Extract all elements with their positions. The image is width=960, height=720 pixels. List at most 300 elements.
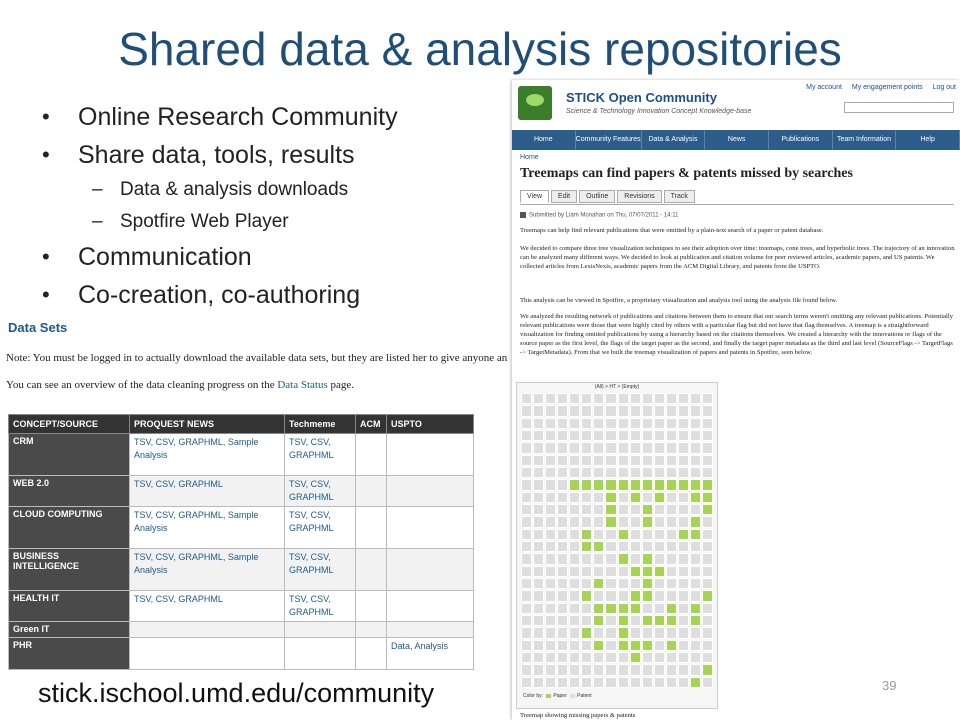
proquest-links [130, 622, 285, 638]
column-header: PROQUEST NEWS [130, 415, 285, 434]
treemap-cell [654, 627, 665, 638]
treemap-cell [533, 578, 544, 589]
treemap-cell [581, 615, 592, 626]
treemap-cell [557, 467, 568, 478]
treemap-cell [569, 553, 580, 564]
treemap-cell [642, 578, 653, 589]
treemap-cell [557, 442, 568, 453]
data-status-link[interactable]: Data Status [277, 379, 328, 391]
treemap-cell [593, 566, 604, 577]
nav-team-information[interactable]: Team Information [833, 130, 897, 150]
treemap-cell [593, 541, 604, 552]
treemap-cell [581, 418, 592, 429]
treemap-cell [702, 590, 713, 601]
treemap-cell [666, 578, 677, 589]
treemap-cell [618, 566, 629, 577]
acm-links [356, 638, 387, 670]
treemap-cell [545, 418, 556, 429]
treemap-cell [690, 430, 701, 441]
table-row [9, 507, 474, 549]
treemap-cell [642, 590, 653, 601]
treemap-cell [642, 504, 653, 515]
treemap-cell [605, 529, 616, 540]
treemap-cell [593, 442, 604, 453]
treemap-cell [545, 640, 556, 651]
treemap-cell [533, 566, 544, 577]
treemap-cell [654, 455, 665, 466]
treemap-cell [569, 677, 580, 688]
treemap-cell [618, 455, 629, 466]
treemap-cell [654, 578, 665, 589]
log-out-link[interactable]: Log out [932, 84, 956, 91]
treemap-cell [593, 504, 604, 515]
treemap-cell [642, 442, 653, 453]
my-account-link[interactable]: My account [806, 84, 842, 91]
treemap-cell [581, 566, 592, 577]
treemap-cell [533, 504, 544, 515]
treemap-cell [666, 603, 677, 614]
treemap-cell [666, 590, 677, 601]
treemap-cell [605, 578, 616, 589]
treemap-cell [618, 492, 629, 503]
paragraph: Treemaps can help find relevant publications that were omitted by a plain-text search of a paper or patent database. [520, 227, 824, 234]
treemap-cell [654, 442, 665, 453]
treemap-cell [618, 479, 629, 490]
column-header: CONCEPT/SOURCE [9, 415, 130, 434]
treemap-cell [533, 664, 544, 675]
treemap-cell [642, 677, 653, 688]
treemap-cell [521, 541, 532, 552]
treemap-cell [557, 430, 568, 441]
bullet-text: Data & analysis downloads [120, 179, 349, 200]
table-row [9, 638, 474, 670]
treemap-cell [545, 615, 556, 626]
treemap-cell [630, 442, 641, 453]
treemap-cell [702, 566, 713, 577]
treemap-cell [702, 652, 713, 663]
treemap-cell [545, 553, 556, 564]
proquest-links[interactable]: TSV, CSV, GRAPHML, Sample Analysis [130, 549, 285, 591]
techmeme-links[interactable]: TSV, CSV, GRAPHML [285, 591, 356, 622]
treemap-cell [581, 541, 592, 552]
row-concept: WEB 2.0 [9, 476, 130, 507]
treemap-cell [581, 578, 592, 589]
treemap-cell [678, 566, 689, 577]
techmeme-links[interactable]: TSV, CSV, GRAPHML [285, 507, 356, 549]
uspto-links[interactable]: Data, Analysis [387, 638, 474, 670]
treemap-cell [642, 652, 653, 663]
treemap-cell [569, 442, 580, 453]
engagement-points-link[interactable]: My engagement points [851, 84, 923, 91]
treemap-cell [545, 479, 556, 490]
treemap-cell [702, 516, 713, 527]
treemap-visualization[interactable] [516, 382, 718, 709]
treemap-cell [521, 603, 532, 614]
treemap-cell [521, 566, 532, 577]
treemap-cell [654, 677, 665, 688]
treemap-cell [581, 442, 592, 453]
treemap-cell [654, 603, 665, 614]
tab-edit[interactable]: Edit [551, 190, 577, 203]
treemap-cell [690, 627, 701, 638]
treemap-cell [545, 578, 556, 589]
column-header: ACM [356, 415, 387, 434]
acm-links [356, 549, 387, 591]
treemap-cell [630, 455, 641, 466]
row-concept: CRM [9, 434, 130, 476]
breadcrumb[interactable]: Home [520, 154, 539, 161]
treemap-cell [521, 405, 532, 416]
tab-revisions[interactable]: Revisions [617, 190, 661, 203]
treemap-cell [630, 541, 641, 552]
search-input[interactable] [844, 102, 954, 113]
treemap-cell [593, 553, 604, 564]
tab-view[interactable]: View [520, 190, 549, 203]
treemap-cell [642, 553, 653, 564]
treemap-cell [702, 603, 713, 614]
tab-outline[interactable]: Outline [579, 190, 615, 203]
treemap-cell [545, 467, 556, 478]
treemap-cell [533, 590, 544, 601]
treemap-cell [666, 541, 677, 552]
treemap-cell [630, 615, 641, 626]
treemap-cell [593, 603, 604, 614]
treemap-cell [593, 627, 604, 638]
treemap-breadcrumb: (All) > HT > (Empty) [594, 384, 640, 390]
treemap-cell [666, 516, 677, 527]
treemap-cell [690, 442, 701, 453]
treemap-cell [569, 430, 580, 441]
stick-screenshot [512, 80, 960, 720]
treemap-cell [690, 677, 701, 688]
paper-swatch-icon [546, 694, 551, 698]
nav-news[interactable]: News [705, 130, 769, 150]
treemap-cell [702, 418, 713, 429]
treemap-cell [630, 529, 641, 540]
treemap-cell [593, 492, 604, 503]
proquest-links[interactable]: TSV, CSV, GRAPHML, Sample Analysis [130, 507, 285, 549]
treemap-cell [581, 467, 592, 478]
treemap-cell [533, 442, 544, 453]
treemap-cell [690, 529, 701, 540]
treemap-cell [545, 566, 556, 577]
nav-community-features[interactable]: Community Features [576, 130, 642, 150]
uspto-links [387, 434, 474, 476]
submitted-info [520, 212, 678, 219]
treemap-cell [630, 578, 641, 589]
treemap-cell [545, 516, 556, 527]
treemap-cell [642, 516, 653, 527]
bullet-text: Spotfire Web Player [120, 211, 289, 232]
user-icon [520, 212, 526, 218]
treemap-cell [678, 455, 689, 466]
nav-help[interactable]: Help [896, 130, 960, 150]
treemap-cell [569, 640, 580, 651]
treemap-cell [533, 677, 544, 688]
treemap-cell [630, 418, 641, 429]
treemap-cell [521, 553, 532, 564]
datasets-screenshot [0, 310, 512, 680]
treemap-cell [581, 430, 592, 441]
treemap-cell [605, 677, 616, 688]
treemap-cell [569, 529, 580, 540]
page-tabs [520, 190, 697, 203]
treemap-cell [618, 393, 629, 404]
uspto-links [387, 622, 474, 638]
divider [520, 204, 954, 205]
table-row [9, 434, 474, 476]
row-concept: CLOUD COMPUTING [9, 507, 130, 549]
treemap-cell [605, 590, 616, 601]
treemap-cell [690, 516, 701, 527]
site-header [512, 80, 960, 128]
treemap-cell [690, 541, 701, 552]
treemap-cell [690, 467, 701, 478]
treemap-cell [666, 553, 677, 564]
treemap-cell [654, 590, 665, 601]
treemap-cell [642, 393, 653, 404]
treemap-cell [618, 677, 629, 688]
treemap-cell [533, 492, 544, 503]
treemap-cell [569, 492, 580, 503]
treemap-cell [702, 664, 713, 675]
treemap-cell [533, 405, 544, 416]
treemap-cell [630, 405, 641, 416]
treemap-cell [702, 640, 713, 651]
site-name[interactable]: STICK Open Community [566, 90, 717, 105]
treemap-cell [581, 479, 592, 490]
treemap-cell [702, 627, 713, 638]
treemap-cell [618, 541, 629, 552]
treemap-cell [666, 492, 677, 503]
dash-icon: – [92, 179, 103, 200]
treemap-cell [593, 430, 604, 441]
treemap-cell [666, 664, 677, 675]
treemap-cell [521, 492, 532, 503]
patent-swatch-icon [570, 694, 575, 698]
treemap-cell [678, 603, 689, 614]
treemap-cell [678, 590, 689, 601]
treemap-cell [581, 590, 592, 601]
treemap-cell [557, 603, 568, 614]
treemap-cell [545, 677, 556, 688]
treemap-cell [545, 627, 556, 638]
treemap-cell [581, 529, 592, 540]
treemap-cell [618, 664, 629, 675]
treemap-cell [678, 664, 689, 675]
treemap-cell [569, 603, 580, 614]
treemap-cell [666, 455, 677, 466]
treemap-cell [557, 418, 568, 429]
treemap-cell [690, 405, 701, 416]
column-header: USPTO [387, 415, 474, 434]
treemap-cell [690, 652, 701, 663]
treemap-cell [666, 615, 677, 626]
treemap-cell [630, 566, 641, 577]
treemap-cell [654, 553, 665, 564]
treemap-cell [605, 627, 616, 638]
treemap-cell [702, 529, 713, 540]
treemap-cell [642, 467, 653, 478]
techmeme-links[interactable]: TSV, CSV, GRAPHML [285, 434, 356, 476]
bullet-item [42, 136, 512, 174]
sub-bullet-item [42, 206, 512, 238]
treemap-cell [521, 627, 532, 638]
proquest-links[interactable]: TSV, CSV, GRAPHML, Sample Analysis [130, 434, 285, 476]
treemap-cell [605, 615, 616, 626]
bullet-dot-icon: • [42, 104, 50, 129]
treemap-cell [702, 455, 713, 466]
treemap-cell [642, 627, 653, 638]
treemap-cell [666, 430, 677, 441]
treemap-cell [654, 430, 665, 441]
treemap-cell [630, 677, 641, 688]
treemap-cell [678, 578, 689, 589]
techmeme-links[interactable]: TSV, CSV, GRAPHML [285, 476, 356, 507]
treemap-cell [569, 566, 580, 577]
treemap-cell [690, 455, 701, 466]
stick-logo-icon[interactable] [518, 86, 552, 120]
treemap-cell [581, 664, 592, 675]
treemap-cell [702, 430, 713, 441]
treemap-cell [605, 553, 616, 564]
treemap-cell [593, 590, 604, 601]
treemap-cell [618, 627, 629, 638]
uspto-links [387, 507, 474, 549]
treemap-cell [593, 664, 604, 675]
treemap-cell [618, 640, 629, 651]
treemap-cell [605, 664, 616, 675]
treemap-cell [690, 492, 701, 503]
treemap-cell [630, 603, 641, 614]
treemap-cell [521, 664, 532, 675]
row-concept: PHR [9, 638, 130, 670]
treemap-cell [593, 652, 604, 663]
treemap-cell [557, 677, 568, 688]
treemap-cell [666, 467, 677, 478]
acm-links [356, 507, 387, 549]
treemap-cell [702, 467, 713, 478]
treemap-cell [605, 516, 616, 527]
treemap-cell [690, 590, 701, 601]
treemap-cell [630, 627, 641, 638]
treemap-cell [581, 677, 592, 688]
treemap-cell [593, 615, 604, 626]
treemap-cell [569, 405, 580, 416]
legend-patent: Patent [577, 693, 592, 699]
treemap-cell [593, 455, 604, 466]
treemap-cell [690, 578, 701, 589]
treemap-cell [630, 492, 641, 503]
treemap-cell [702, 578, 713, 589]
treemap-cell [533, 652, 544, 663]
treemap-cell [678, 553, 689, 564]
treemap-cell [521, 677, 532, 688]
uspto-links [387, 476, 474, 507]
treemap-cell [642, 430, 653, 441]
treemap-cell [521, 529, 532, 540]
treemap-cell [545, 405, 556, 416]
treemap-cell [605, 541, 616, 552]
treemap-cell [678, 430, 689, 441]
treemap-cell [690, 479, 701, 490]
treemap-cell [605, 479, 616, 490]
treemap-cell [605, 504, 616, 515]
treemap-cell [569, 541, 580, 552]
treemap-cell [533, 393, 544, 404]
treemap-cell [557, 516, 568, 527]
uspto-links [387, 549, 474, 591]
treemap-cell [630, 664, 641, 675]
treemap-cell [557, 541, 568, 552]
treemap-cell [690, 640, 701, 651]
treemap-cell [642, 529, 653, 540]
treemap-cell [569, 418, 580, 429]
treemap-cell [569, 455, 580, 466]
page-heading: Treemaps can find papers & patents missed by searches [520, 166, 853, 181]
techmeme-links[interactable]: TSV, CSV, GRAPHML [285, 549, 356, 591]
treemap-cell [642, 479, 653, 490]
treemap-cell [642, 615, 653, 626]
treemap-cell [630, 479, 641, 490]
treemap-cell [557, 492, 568, 503]
treemap-cell [678, 442, 689, 453]
nav-home[interactable]: Home [512, 130, 576, 150]
treemap-cell [593, 393, 604, 404]
treemap-cell [654, 393, 665, 404]
treemap-cell [521, 504, 532, 515]
treemap-cell [630, 516, 641, 527]
treemap-cell [545, 652, 556, 663]
treemap-cell [678, 677, 689, 688]
treemap-cell [533, 455, 544, 466]
row-concept: BUSINESS INTELLIGENCE [9, 549, 130, 591]
treemap-cell [666, 405, 677, 416]
treemap-cell [642, 541, 653, 552]
proquest-links[interactable]: TSV, CSV, GRAPHML [130, 591, 285, 622]
treemap-cell [557, 627, 568, 638]
treemap-cell [666, 529, 677, 540]
treemap-cell [533, 516, 544, 527]
treemap-cell [654, 504, 665, 515]
treemap-cell [618, 418, 629, 429]
legend-label: Color by: [523, 693, 544, 699]
treemap-cell [630, 504, 641, 515]
treemap-cell [654, 516, 665, 527]
treemap-cell [581, 405, 592, 416]
proquest-links[interactable]: TSV, CSV, GRAPHML [130, 476, 285, 507]
treemap-cell [557, 652, 568, 663]
treemap-cell [618, 529, 629, 540]
nav-data-analysis[interactable]: Data & Analysis [642, 130, 706, 150]
tab-track[interactable]: Track [664, 190, 695, 203]
acm-links [356, 622, 387, 638]
treemap-cell [605, 467, 616, 478]
treemap-cell [654, 479, 665, 490]
treemap-cell [581, 516, 592, 527]
treemap-cell [593, 516, 604, 527]
treemap-cell [545, 442, 556, 453]
treemap-cell [654, 405, 665, 416]
treemap-cell [593, 677, 604, 688]
nav-publications[interactable]: Publications [769, 130, 833, 150]
treemap-cell [618, 603, 629, 614]
treemap-cell [678, 627, 689, 638]
treemap-cell [678, 492, 689, 503]
treemap-cell [533, 430, 544, 441]
treemap-cell [557, 553, 568, 564]
paragraph: We analyzed the resulting network of publications and citations between them to ensure that our search terms weren't omitting any relevant publications. Potentially relevant publications were those that were highly cited by others with a particular flag but did not have that flag themselves. A treemap is a straightforward visualization for finding omitted publications by using a hierarchy based on the citations themselves. We created a hierarchy with the innovations or flags of the source paper as the first level, the flags of the target paper as the second, and finally the target paper metadata as the third and last level (SourceFlags -> TargetFlags -> TargetMetadata). From that we built the treemap visualization of papers and patents in Spotfire, seen below. [520, 313, 953, 356]
